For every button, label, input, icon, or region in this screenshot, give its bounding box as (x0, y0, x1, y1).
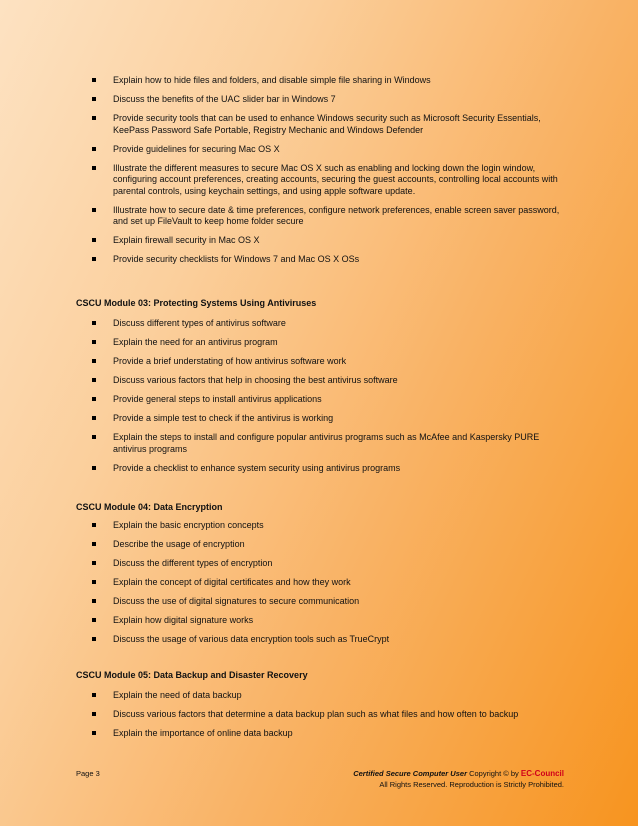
list-item-text: Provide security checklists for Windows 7 and Mac OS X OSs (113, 254, 360, 264)
square-bullet-icon (92, 397, 96, 401)
section-module-03 (0, 318, 638, 482)
list-item-text: Discuss various factors that determine a data backup plan such as what files and how often to backup (113, 709, 519, 719)
list-item-text: Explain how to hide files and folders, and disable simple file sharing in Windows (113, 75, 431, 85)
list-item-text: Explain the importance of online data backup (113, 728, 293, 738)
ec-council-brand: EC-Council (520, 769, 564, 778)
list-item-text: Provide a simple test to check if the antivirus is working (113, 413, 334, 423)
list-item-text: Discuss various factors that help in choosing the best antivirus software (113, 375, 398, 385)
list-item-text: Explain the concept of digital certificates and how they work (113, 577, 351, 587)
list-item (0, 337, 638, 349)
list-item (0, 375, 638, 387)
module-04-heading: CSCU Module 04: Data Encryption (76, 502, 223, 512)
list-item (0, 163, 638, 198)
footer-rights: All Rights Reserved. Reproduction is Strictly Prohibited. (379, 780, 564, 789)
list-item (0, 318, 638, 330)
list-item-text: Explain how digital signature works (113, 615, 254, 625)
square-bullet-icon (92, 78, 96, 82)
list-item-text: Provide a checklist to enhance system security using antivirus programs (113, 462, 401, 473)
square-bullet-icon (92, 599, 96, 603)
list-item (0, 205, 638, 228)
section-intro (0, 75, 638, 273)
list-item-text: Illustrate how to secure date & time preferences, configure network preferences, enable screen saver password, and set up FileVault to keep home folder secure (113, 204, 560, 226)
bullet-list-module-04 (0, 520, 638, 646)
module-03-heading: CSCU Module 03: Protecting Systems Using Antiviruses (76, 298, 317, 308)
square-bullet-icon (92, 208, 96, 212)
square-bullet-icon (92, 523, 96, 527)
list-item-text: Provide guidelines for securing Mac OS X (113, 143, 280, 154)
list-item-text: Explain the need of data backup (113, 690, 242, 700)
square-bullet-icon (92, 116, 96, 120)
list-item-text: Explain the basic encryption concepts (113, 520, 264, 530)
page-number: Page 3 (76, 769, 100, 778)
list-item-text: Explain firewall security in Mac OS X (113, 235, 260, 245)
list-item-text: Illustrate the different measures to secure Mac OS X such as enabling and locking down the login window, configuring account preferences, creating accounts, securing the guest accounts, controlling local accounts with parental controls, using keychain settings, and using apple software update. (113, 162, 558, 196)
list-item (0, 394, 638, 406)
list-item (0, 558, 638, 570)
square-bullet-icon (92, 712, 96, 716)
bullet-list-module-05 (0, 690, 638, 740)
list-item (0, 144, 638, 156)
list-item (0, 75, 638, 87)
list-item-text: Provide general steps to install antivirus applications (113, 394, 322, 404)
list-item-text: Provide a brief understating of how antivirus software work (113, 356, 347, 366)
list-item (0, 463, 638, 475)
square-bullet-icon (92, 257, 96, 261)
square-bullet-icon (92, 321, 96, 325)
square-bullet-icon (92, 378, 96, 382)
square-bullet-icon (92, 580, 96, 584)
square-bullet-icon (92, 561, 96, 565)
list-item (0, 690, 638, 702)
square-bullet-icon (92, 416, 96, 420)
footer-copyright (353, 768, 564, 790)
list-item-text: Discuss the usage of various data encryption tools such as TrueCrypt (113, 634, 390, 644)
square-bullet-icon (92, 618, 96, 622)
list-item (0, 94, 638, 106)
square-bullet-icon (92, 359, 96, 363)
square-bullet-icon (92, 693, 96, 697)
list-item-text: Explain the need for an antivirus program (113, 337, 278, 347)
list-item-text: Provide security tools that can be used to enhance Windows security such as Microsoft Security Essentials, KeePass Password Safe Portable, Registry Mechanic and Windows Defender (113, 113, 541, 135)
list-item-text: Discuss different types of antivirus software (113, 318, 286, 328)
list-item (0, 356, 638, 368)
bullet-list-intro (0, 75, 638, 266)
list-item (0, 432, 638, 455)
square-bullet-icon (92, 147, 96, 151)
list-item (0, 577, 638, 589)
list-item-text: Discuss the different types of encryption (113, 558, 273, 568)
square-bullet-icon (92, 166, 96, 170)
section-module-05 (0, 690, 638, 747)
list-item-text: Explain the steps to install and configure popular antivirus programs such as McAfee and Kaspersky PURE antivirus programs (113, 432, 540, 454)
square-bullet-icon (92, 435, 96, 439)
section-module-04 (0, 520, 638, 653)
list-item (0, 728, 638, 740)
square-bullet-icon (92, 340, 96, 344)
list-item-text: Discuss the benefits of the UAC slider bar in Windows 7 (113, 94, 336, 104)
square-bullet-icon (92, 238, 96, 242)
square-bullet-icon (92, 97, 96, 101)
footer-cert-title: Certified Secure Computer User (353, 769, 467, 778)
square-bullet-icon (92, 542, 96, 546)
list-item (0, 413, 638, 425)
square-bullet-icon (92, 466, 96, 470)
list-item (0, 520, 638, 532)
footer-copyright-text: Copyright © by (467, 769, 521, 778)
square-bullet-icon (92, 637, 96, 641)
list-item-text: Discuss the use of digital signatures to secure communication (113, 596, 360, 606)
list-item (0, 634, 638, 646)
list-item (0, 596, 638, 608)
list-item (0, 539, 638, 551)
module-05-heading: CSCU Module 05: Data Backup and Disaster Recovery (76, 670, 308, 680)
list-item (0, 615, 638, 627)
list-item (0, 709, 638, 721)
list-item (0, 235, 638, 247)
list-item (0, 254, 638, 266)
bullet-list-module-03 (0, 318, 638, 474)
list-item-text: Describe the usage of encryption (113, 539, 245, 549)
square-bullet-icon (92, 731, 96, 735)
list-item (0, 113, 638, 136)
